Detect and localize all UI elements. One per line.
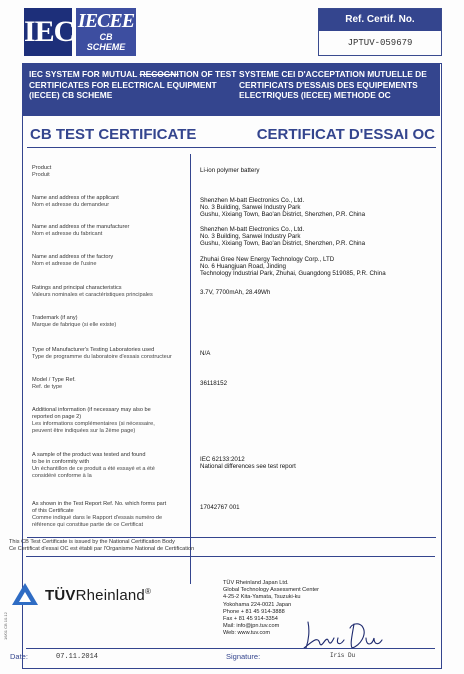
product-label-fr: Produit [32,172,50,178]
conformity-line4: considéré conforme à la [32,473,92,479]
signatory-name: Iris Du [330,652,356,659]
band-en-line3: (IECEE) CB SCHEME [29,90,113,100]
testing-lab-label-fr: Type de programme du laboratoire d'essais constructeur [32,354,172,360]
ratings-label-en: Ratings and principal characteristics [32,285,122,291]
tuv-brand-bold: TÜV [45,587,76,604]
footer-note-divider [26,556,435,557]
band-en-line2: CERTIFICATES FOR ELECTRICAL EQUIPMENT [29,79,217,90]
signature-label: Signature: [226,652,261,661]
band-en-line1-strike: RECOGNI [139,69,179,79]
test-report-line1: As shown in the Test Report Ref. No. which forms part [32,501,167,507]
band-en-line1b: TION OF TEST [178,69,237,79]
band-fr-line1: SYSTEME CEI D'ACCEPTATION MUTUELLE DE [239,69,427,79]
date-label: Date: [10,652,28,661]
certificate-frame [22,63,442,669]
testing-lab-value: N/A [200,350,211,357]
address-line-2: Global Technology Assessment Center [223,587,319,594]
test-report-number: 17042767 001 [200,504,240,511]
applicant-address-2: Gushu, Xixiang Town, Bao'an District, Shenzhen, P.R. China [200,211,366,218]
testing-lab-label [32,347,217,361]
applicant-address-1: No. 3 Building, Sanwei Industry Park [200,204,301,211]
applicant-name: Shenzhen M-batt Electronics Co., Ltd. [200,197,305,204]
certificate-title-english: CB TEST CERTIFICATE [30,126,197,143]
additional-info-line1: Additional information (if necessary may also be [32,407,151,413]
address-phone: Phone + 81 45 914-3888 [223,608,285,615]
standard-value [200,456,434,470]
trademark-label-en: Trademark (if any) [32,315,78,321]
manufacturer-label [32,224,217,238]
model-value: 36118152 [200,380,228,387]
address-web: Web: www.tuv.com [223,630,271,637]
address-line-4: Yokohama 224-0021 Japan [223,601,292,608]
factory-address-1: No. 6 Huangjuan Road, Jinding [200,263,286,270]
iecee-cb-scheme-logo [76,8,136,56]
title-divider [27,147,436,148]
address-mail: Mail: info@jpn.tuv.com [223,623,280,630]
trademark-label-fr: Marque de fabrique (si elle existe) [32,322,117,328]
manufacturer-name: Shenzhen M-batt Electronics Co., Ltd. [200,226,305,233]
form-code: 16/01 CB 10.12 [3,612,8,640]
manufacturer-label-en: Name and address of the manufacturer [32,224,130,230]
issuing-body-note [9,539,194,553]
ratings-value: 3.7V, 7700mAh, 28.49Wh [200,289,271,296]
applicant-label-en: Name and address of the applicant [32,195,119,201]
manufacturer-value [200,226,434,247]
trademark-label [32,315,217,329]
product-value: Li-ion polymer battery [200,167,260,174]
applicant-value [200,197,434,218]
date-value: 07.11.2014 [56,653,99,661]
additional-info-line3: Les informations complémentaires (si nécessaire, [32,421,155,427]
scheme-header-band [23,64,440,116]
iecee-logo-text: IECEE [77,10,135,32]
model-label [32,377,217,391]
manufacturer-address-2: Gushu, Xixiang Town, Bao'an District, Shenzhen, P.R. China [200,240,366,247]
tuv-brand-light: Rheinland [75,587,145,604]
factory-value [200,256,434,277]
issuing-body-note-en: This CB Test Certificate is issued by the National Certification Body [9,539,175,545]
band-fr-line2: CERTIFICATS D'ESSAIS DES EQUIPEMENTS [239,79,418,90]
signature-divider [26,648,435,649]
manufacturer-address-1: No. 3 Building, Sanwei Industry Park [200,233,301,240]
test-report-label [32,501,217,529]
handwritten-signature [300,618,390,652]
cb-logo-text: CB [99,32,113,42]
test-report-line2: of this Certificate [32,508,74,514]
product-label-en: Product [32,165,52,171]
testing-lab-label-en: Type of Manufacturer's Testing Laboratories used [32,347,155,353]
conformity-line3: Un échantillon de ce produit a été essayé et a été [32,466,155,472]
ratings-label [32,285,217,299]
product-label [32,165,217,179]
model-label-fr: Ref. de type [32,384,63,390]
scheme-title-french [239,69,439,101]
additional-info-line4: peuvent être indiquées sur la 2ème page) [32,428,136,434]
manufacturer-label-fr: Nom et adresse du fabricant [32,231,103,237]
scheme-title-english [29,69,239,101]
test-report-line3: Comme indiqué dans le Rapport d'essais numéro de [32,515,163,521]
ratings-label-fr: Valeurs nominales et caractéristiques principales [32,292,153,298]
additional-info-label [32,407,217,435]
ref-certif-title: Ref. Certif. No. [319,9,441,31]
factory-label-en: Name and address of the factory [32,254,114,260]
standard-name: IEC 62133:2012 [200,456,245,463]
tuv-triangle-inner [19,592,31,602]
conformity-line2: to be in conformity with [32,459,90,465]
scheme-logo-text: SCHEME [86,42,126,52]
additional-info-line2: reported on page 2) [32,414,82,420]
applicant-label-fr: Nom et adresse du demandeur [32,202,110,208]
model-label-en: Model / Type Ref. [32,377,76,383]
factory-label-fr: Nom et adresse de l'usine [32,261,97,267]
test-report-line4: référence qui constitue partie de ce Certificat [32,522,144,528]
body-divider [27,537,436,538]
factory-label [32,254,217,268]
national-differences: National differences see test report [200,463,296,470]
address-fax: Fax + 81 45 914-3354 [223,616,278,623]
registered-mark: ® [144,587,152,596]
conformity-label [32,452,217,480]
issuing-body-note-fr: Ce Certificat d'essai OC est établi par l'Organisme National de Certification [9,546,195,552]
band-fr-line3: ELECTRIQUES (IECEE) METHODE OC [239,90,391,100]
reference-certificate-box [318,8,442,56]
certificate-title-french: CERTIFICAT D'ESSAI OC [256,126,435,143]
factory-address-2: Technology Industrial Park, Zhuhai, Guangdong 519085, P.R. China [200,270,386,277]
address-line-3: 4-25-2 Kita-Yamata, Tsuzuki-ku [223,594,301,601]
factory-name: Zhuhai Gree New Energy Technology Corp., LTD [200,256,335,263]
applicant-label [32,195,217,209]
tuv-brand-text [45,587,151,604]
conformity-line1: A sample of the product was tested and found [32,452,146,458]
band-en-line1a: IEC SYSTEM FOR MUTUAL [29,69,140,79]
ref-certif-number: JPTUV-059679 [347,38,413,48]
address-line-1: TÜV Rheinland Japan Ltd. [223,580,289,586]
iec-logo: IEC [24,8,72,56]
